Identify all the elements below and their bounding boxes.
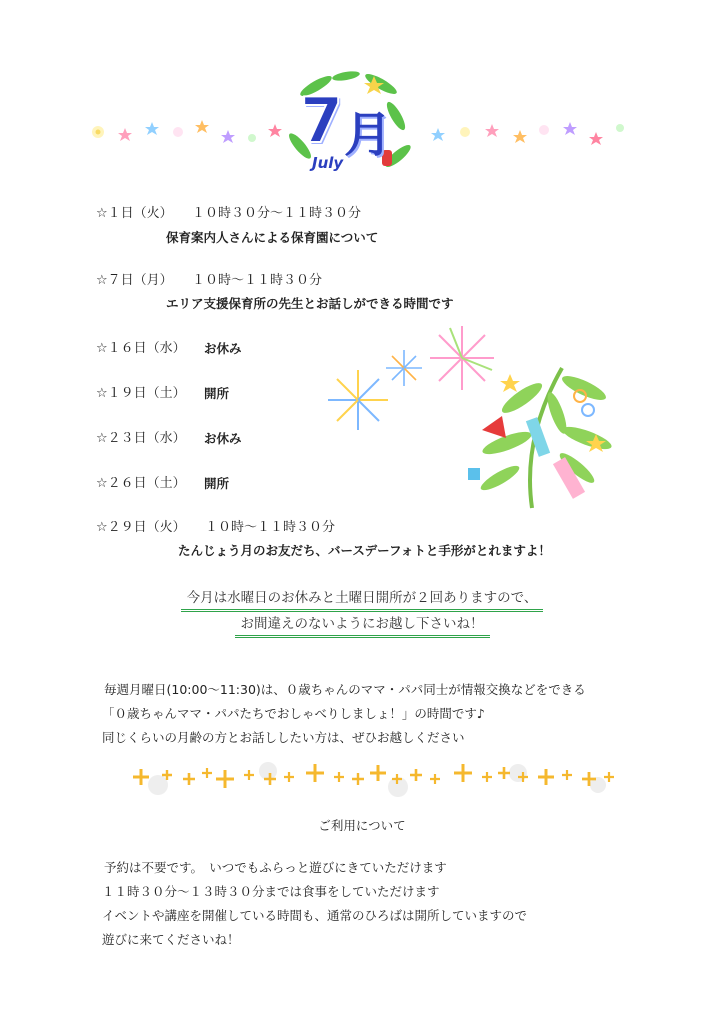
notice-text-2: お間違えのないようにお越し下さいね！	[235, 612, 490, 638]
schedule-time: １０時～１１時３０分	[192, 273, 323, 288]
schedule-label: 開所	[204, 386, 230, 401]
schedule-label: お休み	[204, 341, 242, 356]
schedule-date: ☆２３日（水）	[96, 431, 186, 446]
star-garland-left	[80, 110, 300, 160]
weekly-line-2: 「０歳ちゃんママ・パパたちでおしゃべりしましょ！」の時間です♪	[102, 706, 485, 721]
schedule-date: ☆１日（火）	[96, 206, 173, 221]
weekly-line-1: 毎週月曜日(10:00～11:30)は、０歳ちゃんのママ・パパ同士が情報交換などをできる	[104, 682, 586, 697]
bamboo-icon	[468, 368, 614, 508]
schedule-time: １０時～１１時３０分	[205, 520, 336, 535]
schedule-date: ☆１６日（水）	[96, 341, 186, 356]
usage-title: ご利用について	[318, 818, 406, 833]
sparkle-divider	[98, 755, 628, 801]
schedule-detail: たんじょう月のお友だち、バースデーフォトと手形がとれますよ！	[178, 543, 551, 558]
usage-line-2: １１時３０分～１３時３０分までは食事をしていただけます	[102, 884, 440, 899]
schedule-detail: 保育案内人さんによる保育園について	[166, 230, 379, 245]
schedule-date: ☆７日（月）	[96, 273, 173, 288]
schedule-date: ☆１９日（土）	[96, 386, 186, 401]
firework-icon	[430, 326, 494, 390]
schedule-label: お休み	[204, 431, 242, 446]
usage-line-3: イベントや講座を開催している時間も、通常のひろばは開所していますので	[102, 908, 528, 923]
month-kanji: 月	[344, 107, 393, 163]
schedule-time: １０時３０分～１１時３０分	[192, 206, 362, 221]
schedule-detail: エリア支援保育所の先生とお話しができる時間です	[166, 296, 454, 311]
notice-line-1	[0, 586, 724, 612]
usage-line-4: 遊びに来てくださいね！	[102, 932, 240, 947]
notice-line-2	[0, 612, 724, 638]
firework-icon	[328, 370, 388, 430]
weekly-line-3: 同じくらいの月齢の方とお話ししたい方は、ぜひお越しください	[102, 730, 465, 745]
month-number: 7	[300, 84, 344, 157]
firework-icon	[386, 350, 422, 386]
schedule-date: ☆２９日（火）	[96, 520, 186, 535]
fireworks-illustration	[322, 318, 622, 518]
header	[0, 60, 724, 190]
notice-text-1: 今月は水曜日のお休みと土曜日開所が２回ありますので、	[181, 586, 544, 612]
star-garland-right	[420, 110, 640, 160]
schedule-label: 開所	[204, 476, 230, 491]
schedule-date: ☆２６日（土）	[96, 476, 186, 491]
usage-line-1: 予約は不要です。 いつでもふらっと遊びにきていただけます	[104, 860, 447, 875]
month-english: July	[312, 154, 344, 172]
